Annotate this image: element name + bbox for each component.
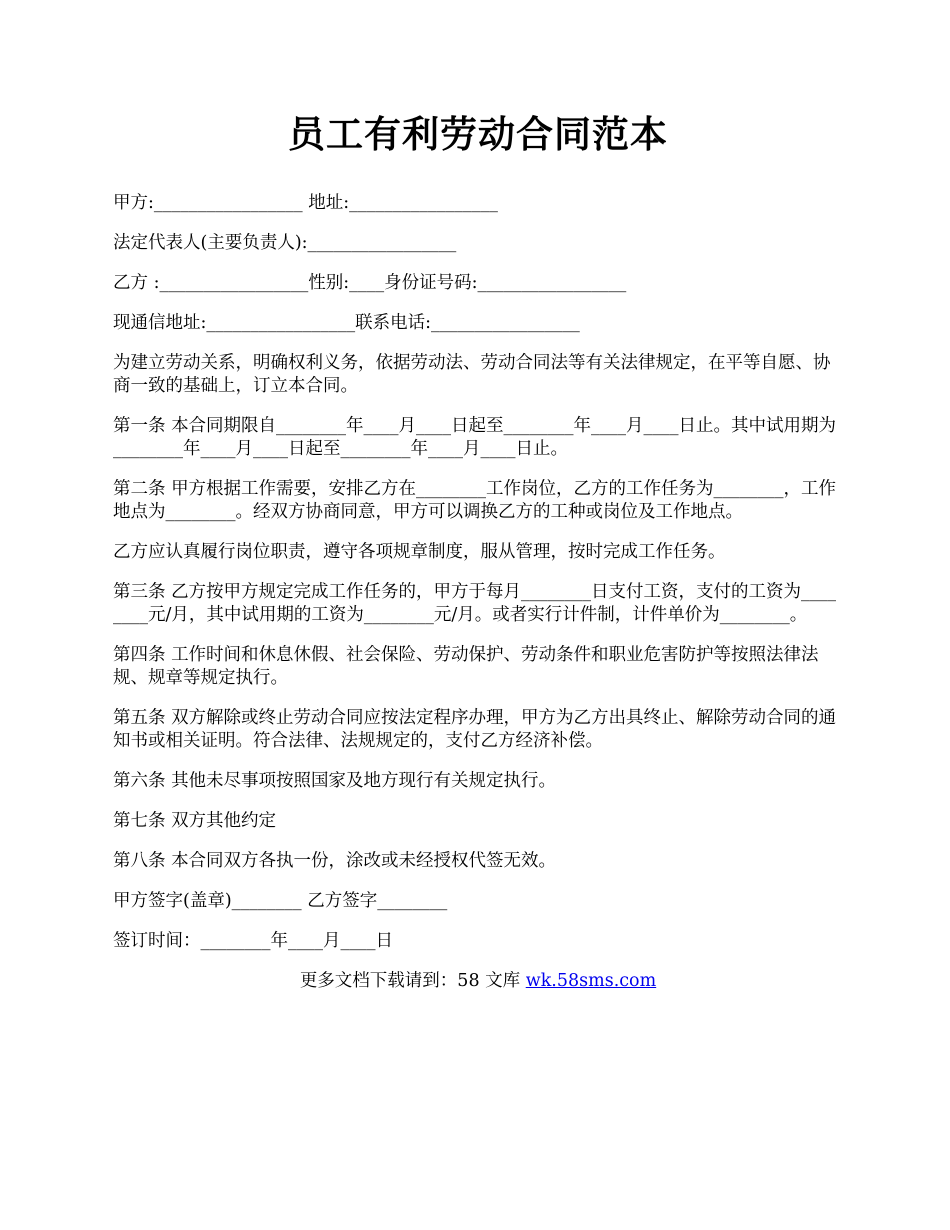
footer-text: 更多文档下载请到：58 文库	[299, 971, 526, 991]
signing-date-line: 签订时间：________年____月____日	[113, 931, 393, 951]
contact-address-line: 现通信地址:_________________联系电话:_________________	[113, 313, 580, 333]
legal-representative-line: 法定代表人(主要负责人):_________________	[113, 233, 457, 253]
article-3: 第三条 乙方按甲方规定完成工作任务的，甲方于每月________日支付工资，支付的工资为________元/月，其中试用期的工资为________元/月。或者实行计件制，计件单价为________。	[113, 582, 837, 625]
party-b-line: 乙方 :_________________性别:____身份证号码:_________________	[113, 273, 627, 293]
signature-line: 甲方签字(盖章)________ 乙方签字________	[113, 891, 448, 911]
article-8: 第八条 本合同双方各执一份，涂改或未经授权代签无效。	[113, 851, 557, 871]
duty-paragraph: 乙方应认真履行岗位职责，遵守各项规章制度，服从管理，按时完成工作任务。	[113, 542, 726, 562]
article-1: 第一条 本合同期限自________年____月____日起至________年____月____日止。其中试用期为________年____月____日起至________年____月____日止。	[113, 416, 837, 459]
download-footer	[113, 970, 843, 993]
party-a-line: 甲方:_________________ 地址:_________________	[113, 193, 498, 213]
article-2: 第二条 甲方根据工作需要，安排乙方在________工作岗位，乙方的工作任务为________，工作地点为________。经双方协商同意，甲方可以调换乙方的工种或岗位及工作地点。	[113, 479, 837, 522]
footer-link[interactable]: wk.58sms.com	[525, 971, 657, 991]
article-4: 第四条 工作时间和休息休假、社会保险、劳动保护、劳动条件和职业危害防护等按照法律法规、规章等规定执行。	[113, 645, 819, 688]
document-title: 员工有利劳动合同范本	[288, 112, 668, 156]
document-page	[113, 108, 843, 993]
preamble-paragraph: 为建立劳动关系，明确权利义务，依据劳动法、劳动合同法等有关法律规定，在平等自愿、协商一致的基础上，订立本合同。	[113, 353, 831, 396]
article-6: 第六条 其他未尽事项按照国家及地方现行有关规定执行。	[113, 771, 557, 791]
article-5: 第五条 双方解除或终止劳动合同应按法定程序办理，甲方为乙方出具终止、解除劳动合同的通知书或相关证明。符合法律、法规规定的，支付乙方经济补偿。	[113, 708, 837, 751]
article-7: 第七条 双方其他约定	[113, 811, 277, 831]
